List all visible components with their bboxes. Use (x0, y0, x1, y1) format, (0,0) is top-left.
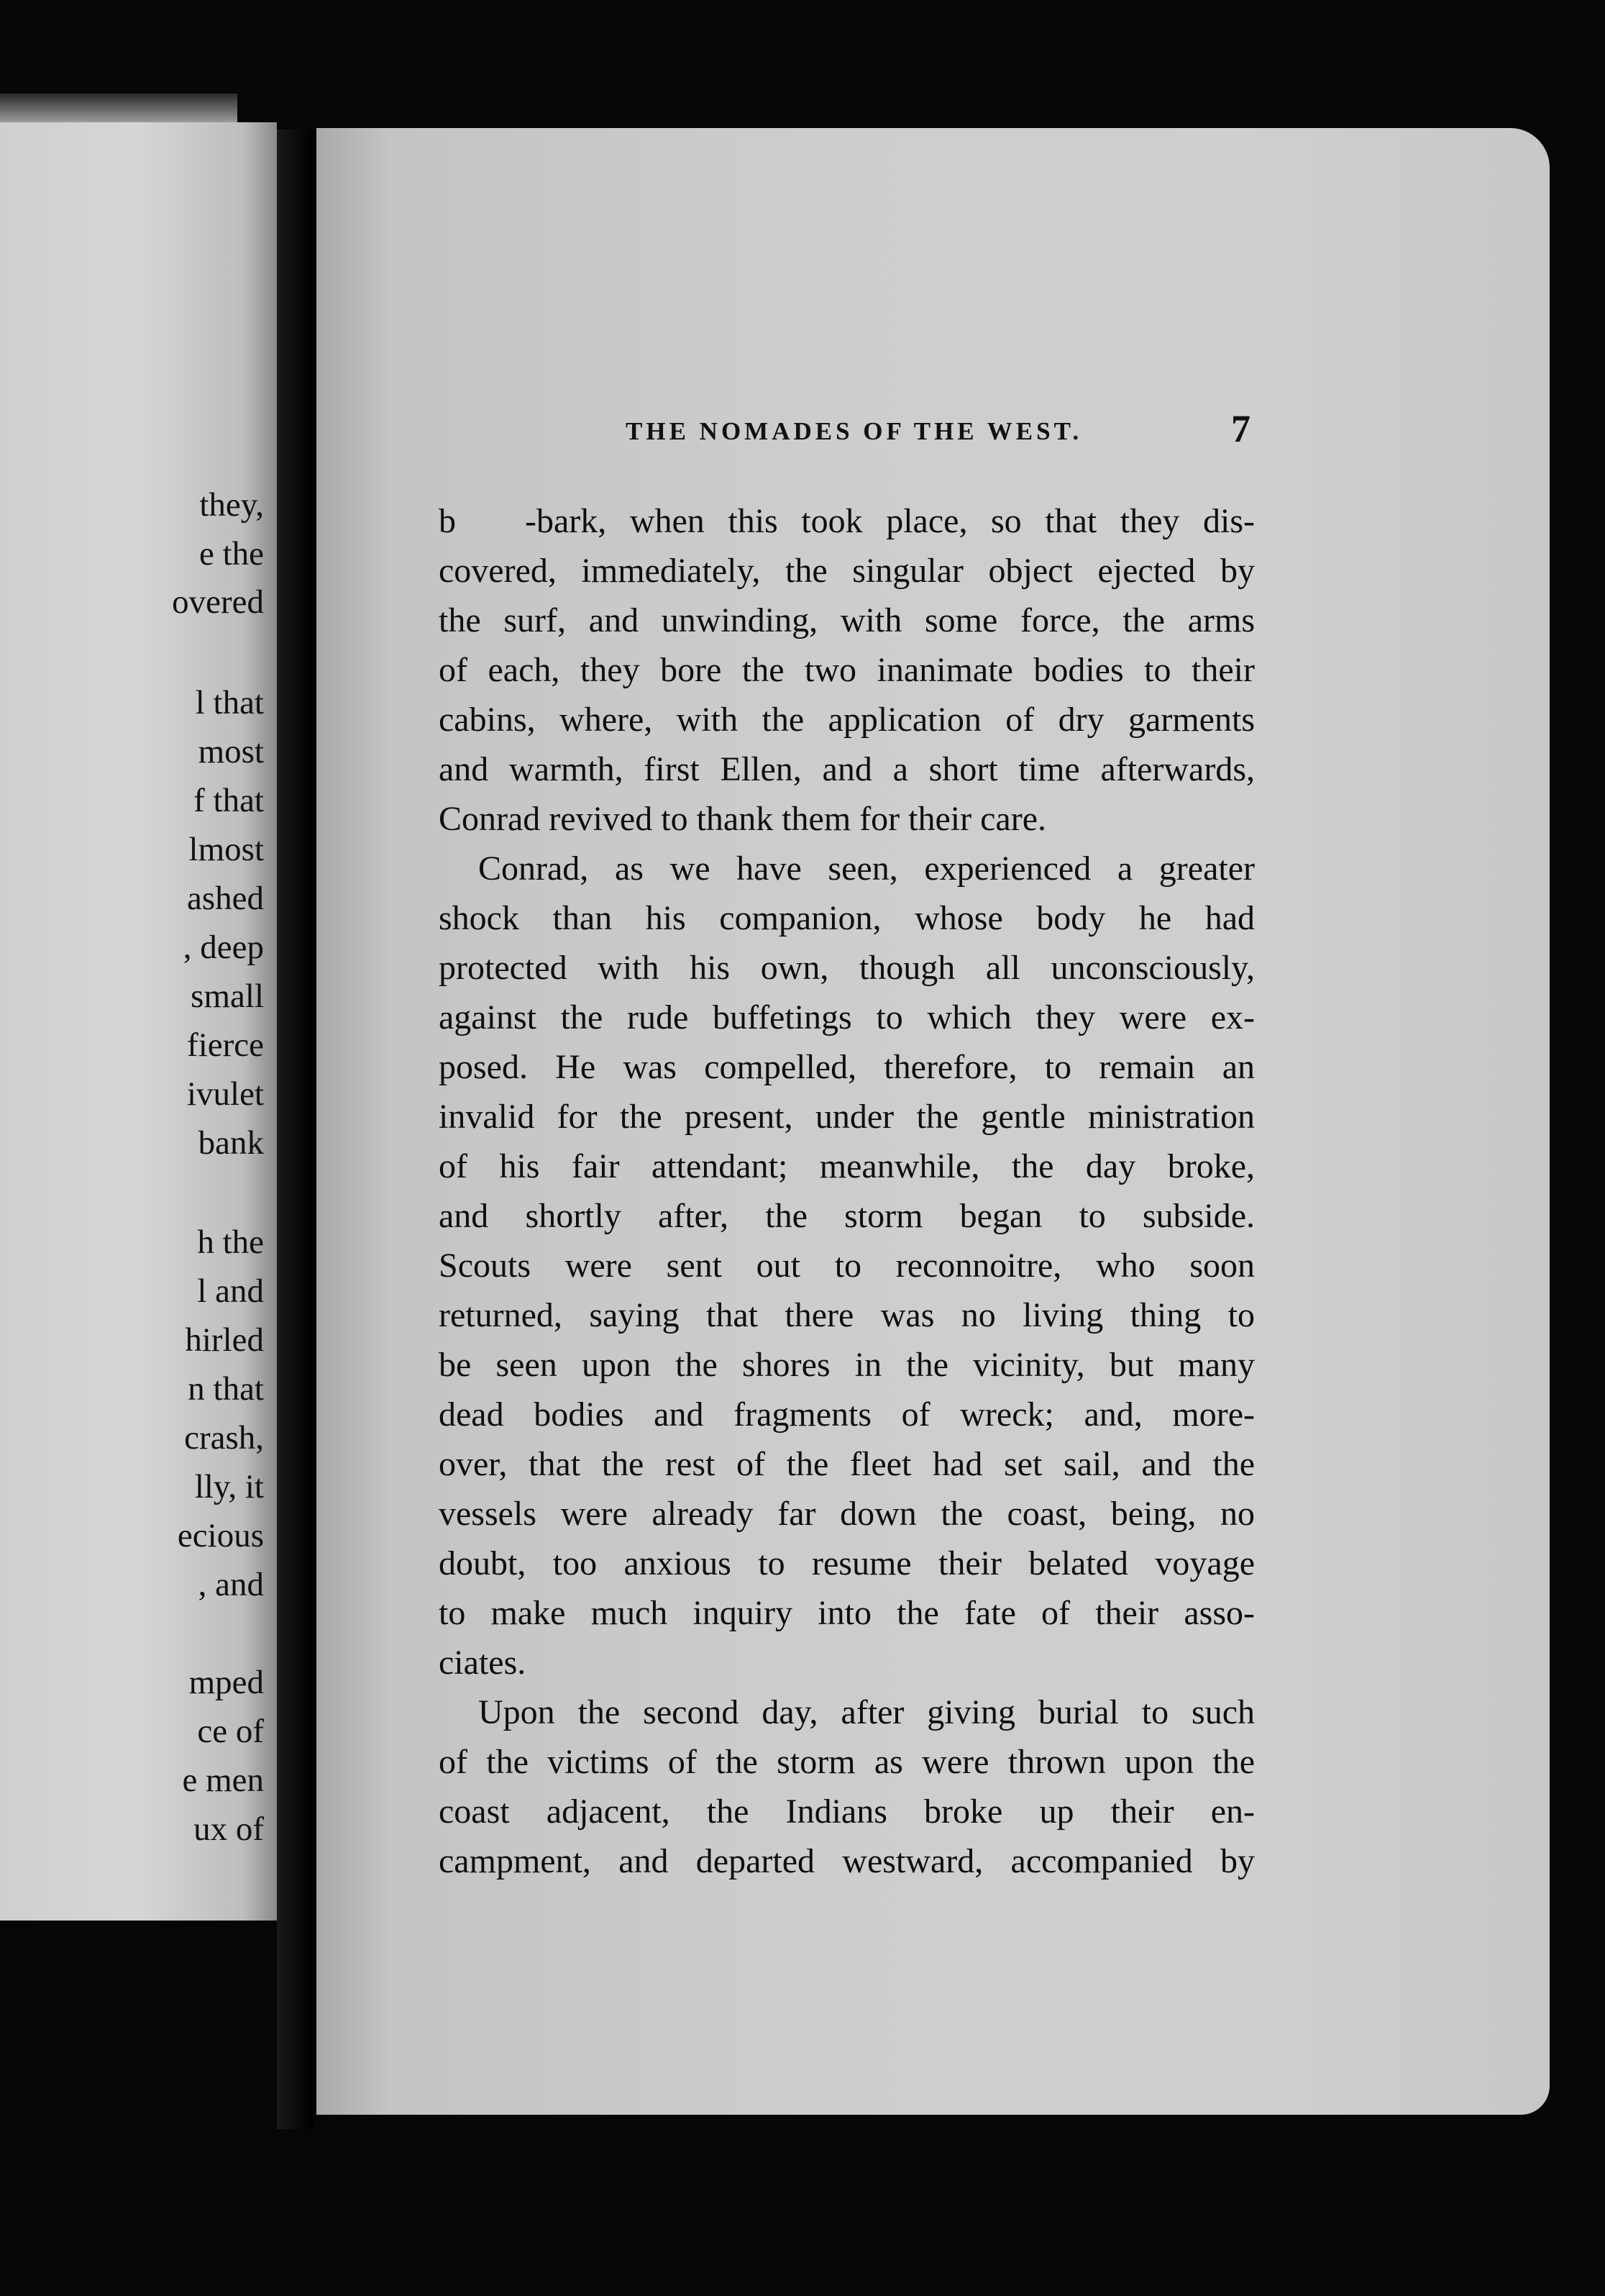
text-line: the surf, and unwinding, with some force, the arms (439, 601, 1255, 639)
left-page (0, 122, 277, 1921)
text-line: invalid for the present, under the gentle ministration (439, 1098, 1255, 1136)
text-line: returned, saying that there was no living thing to (439, 1296, 1255, 1334)
text-line: cabins, where, with the application of dry garments (439, 701, 1255, 739)
left-line: e men (182, 1762, 264, 1799)
text-line: and shortly after, the storm began to subside. (439, 1197, 1255, 1235)
text-line: protected with his own, though all unconsciously, (439, 949, 1255, 987)
left-line: ivulet (186, 1075, 264, 1113)
left-page-top-edge (0, 94, 237, 122)
text-line: Upon the second day, after giving burial to such (478, 1693, 1255, 1731)
left-line: lmost (188, 831, 264, 868)
text-line: ciates. (439, 1644, 526, 1682)
running-header: THE NOMADES OF THE WEST. (626, 417, 1083, 445)
paragraph (439, 1687, 1255, 1886)
text-line: coast adjacent, the Indians broke up their en- (439, 1792, 1255, 1831)
text-line: over, that the rest of the fleet had set sail, and the (439, 1445, 1255, 1483)
left-line: small (191, 978, 264, 1015)
text-line: shock than his companion, whose body he had (439, 899, 1255, 937)
left-line: l and (197, 1272, 264, 1310)
text-line: posed. He was compelled, therefore, to remain an (439, 1048, 1255, 1086)
left-line: ashed (186, 880, 264, 917)
left-line: bank (198, 1124, 264, 1162)
text-line: to make much inquiry into the fate of their asso- (439, 1594, 1255, 1632)
left-line: , deep (183, 929, 264, 966)
left-line: most (198, 733, 264, 770)
left-line: ce of (197, 1713, 264, 1750)
text-line: of each, they bore the two inanimate bodies to their (439, 651, 1255, 689)
page-body (439, 496, 1255, 1886)
left-line: hirled (185, 1321, 264, 1359)
text-line: and warmth, first Ellen, and a short time afterwards, (439, 750, 1255, 788)
page-number: 7 (1231, 407, 1250, 450)
text-line: against the rude buffetings to which they were ex- (439, 998, 1255, 1037)
left-line: overed (172, 583, 264, 621)
left-line: they, (199, 486, 264, 524)
text-line: vessels were already far down the coast, being, no (439, 1495, 1255, 1533)
left-line: n that (188, 1370, 264, 1408)
book-gutter (277, 129, 313, 2129)
left-line: ecious (177, 1517, 264, 1554)
text-line: campment, and departed westward, accompanied by (439, 1842, 1255, 1880)
left-line: fierce (187, 1026, 264, 1064)
text-line: Conrad, as we have seen, experienced a greater (478, 849, 1255, 888)
text-line: dead bodies and fragments of wreck; and, more- (439, 1395, 1255, 1434)
left-line: l that (195, 684, 264, 721)
paragraph (439, 496, 1255, 844)
text-line: doubt, too anxious to resume their belated voyage (439, 1544, 1255, 1582)
text-line: be seen upon the shores in the vicinity, but many (439, 1346, 1255, 1384)
text-line: b -bark, when this took place, so that they dis- (439, 502, 1255, 540)
left-line: crash, (184, 1419, 264, 1457)
text-line: of the victims of the storm as were thrown upon the (439, 1743, 1255, 1781)
text-line: Conrad revived to thank them for their care. (439, 800, 1047, 838)
paragraph (439, 844, 1255, 1687)
text-line: Scouts were sent out to reconnoitre, who soon (439, 1247, 1255, 1285)
text-line: covered, immediately, the singular object ejected by (439, 552, 1255, 590)
left-line: f that (193, 782, 264, 819)
left-line: mped (188, 1664, 264, 1701)
left-line: ux of (193, 1810, 264, 1848)
left-line: h the (197, 1224, 264, 1261)
left-line: e the (198, 535, 264, 573)
text-line: of his fair attendant; meanwhile, the day broke, (439, 1147, 1255, 1185)
left-line: , and (198, 1566, 264, 1603)
left-line: lly, it (194, 1468, 264, 1505)
